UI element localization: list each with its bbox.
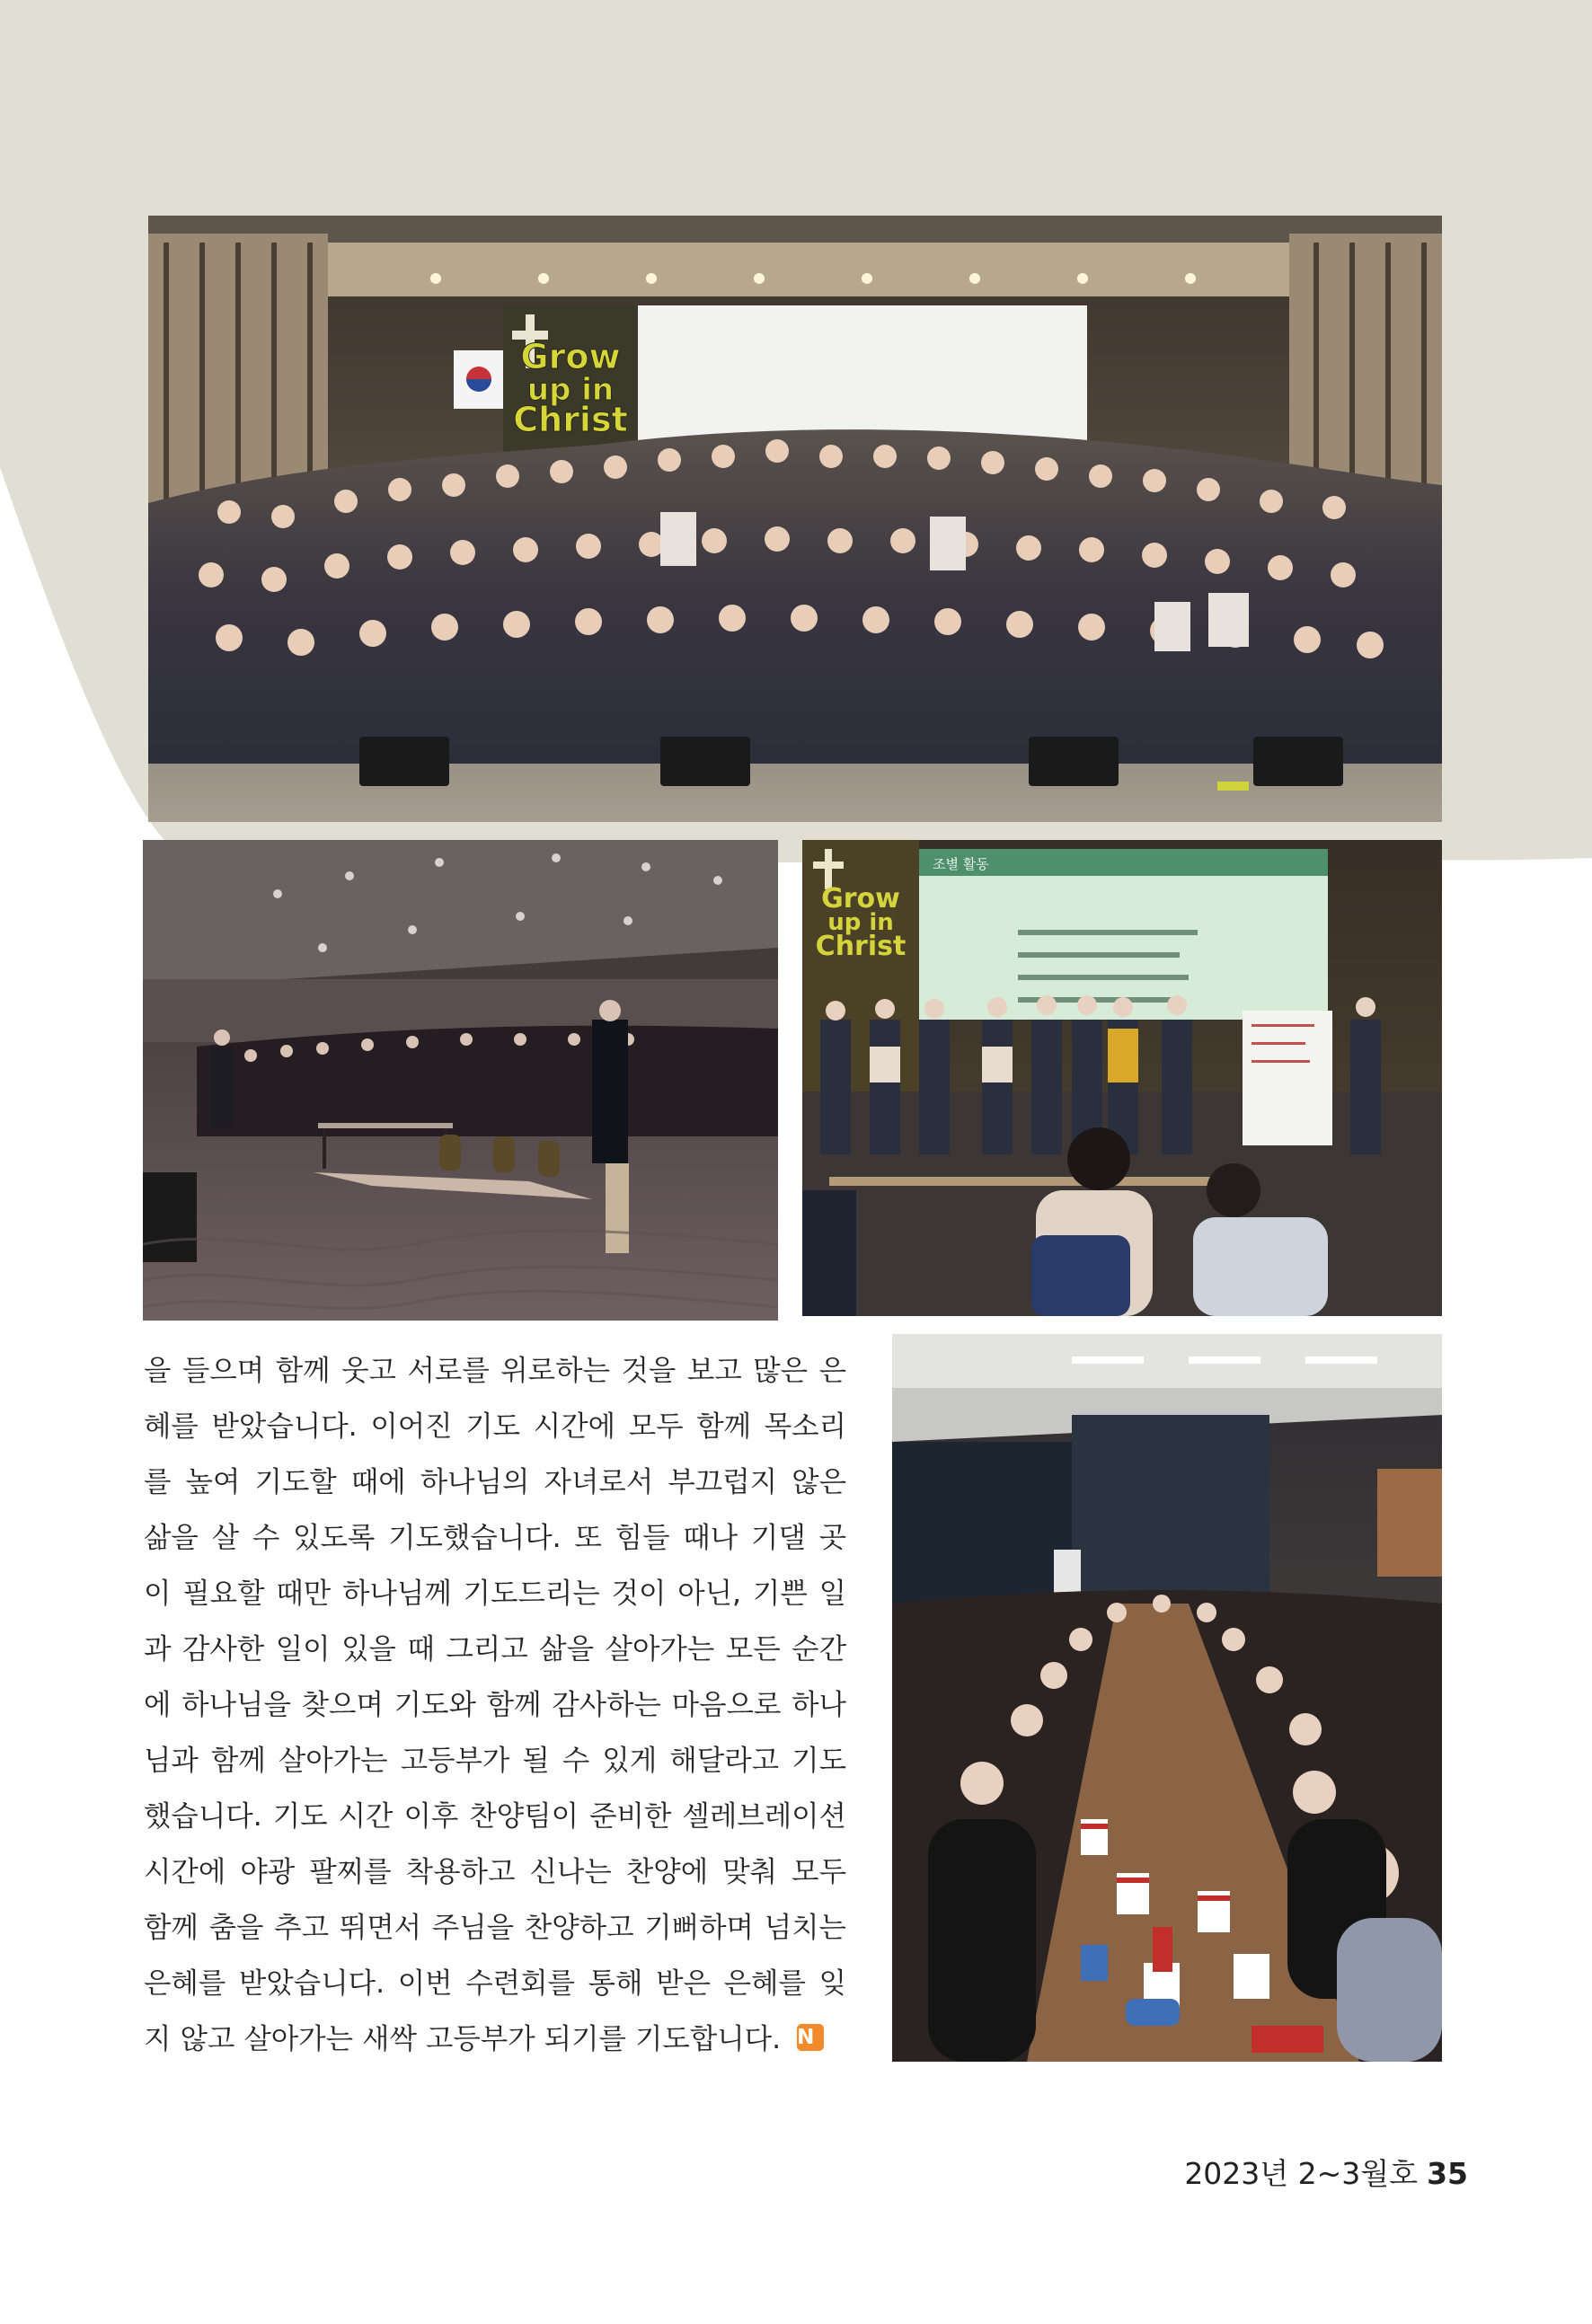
article-line: 시간에 야광 팔찌를 착용하고 신나는 찬양에 맞춰 모두 <box>144 1856 846 1888</box>
group-photo <box>148 216 1442 822</box>
screen-banner-line-2: up in <box>827 909 894 936</box>
page-number: 35 <box>1427 2156 1468 2191</box>
article-line: 삶을 살 수 있도록 기도했습니다. 또 힘들 때나 기댈 곳 <box>144 1522 846 1554</box>
end-mark-icon: N <box>797 2024 824 2051</box>
article-line: 이 필요할 때만 하나님께 기도드리는 것이 아닌, 기쁜 일 <box>144 1577 846 1610</box>
article-line: 혜를 받았습니다. 이어진 기도 시간에 모두 함께 목소리 <box>144 1410 846 1443</box>
slide-title: 조별 활동 <box>933 856 989 872</box>
article-line-last <box>144 2011 846 2067</box>
screen-banner-line-3: Christ <box>815 931 907 962</box>
article-line: 을 들으며 함께 웃고 서로를 위로하는 것을 보고 많은 은 <box>144 1355 846 1387</box>
article-line: 를 높여 기도할 때에 하나님의 자녀로서 부끄럽지 않은 <box>144 1466 846 1498</box>
group-activity-photo <box>802 840 1442 1316</box>
issue-label: 2023년 2~3월호 <box>1184 2156 1419 2191</box>
screen-banner-line-2: up in <box>526 372 615 408</box>
screen-banner-line-1: Grow <box>821 883 900 915</box>
screen-banner-line-1: Grow <box>520 337 621 376</box>
article-line: 했습니다. 기도 시간 이후 찬양팀이 준비한 셀레브레이션 <box>144 1800 846 1833</box>
article-line: 과 감사한 일이 있을 때 그리고 삶을 살아가는 모든 순간 <box>144 1633 846 1666</box>
dinner-hall-photo <box>892 1334 1442 2062</box>
prayer-session-photo <box>143 840 778 1321</box>
screen-banner-line-3: Christ <box>513 400 628 439</box>
article-line: 함께 춤을 추고 뛰면서 주님을 찬양하고 기뻐하며 넘치는 <box>144 1912 846 1944</box>
article-line: 은혜를 받았습니다. 이번 수련회를 통해 받은 은혜를 잊 <box>144 1967 846 2000</box>
article-line: 님과 함께 살아가는 고등부가 될 수 있게 해달라고 기도 <box>144 1745 846 1777</box>
article-line-text: 지 않고 살아가는 새싹 고등부가 되기를 기도합니다. <box>144 2023 782 2055</box>
article-body <box>144 1343 846 2067</box>
article-line: 에 하나님을 찾으며 기도와 함께 감사하는 마음으로 하나 <box>144 1689 846 1721</box>
page-footer <box>1184 2151 1468 2193</box>
